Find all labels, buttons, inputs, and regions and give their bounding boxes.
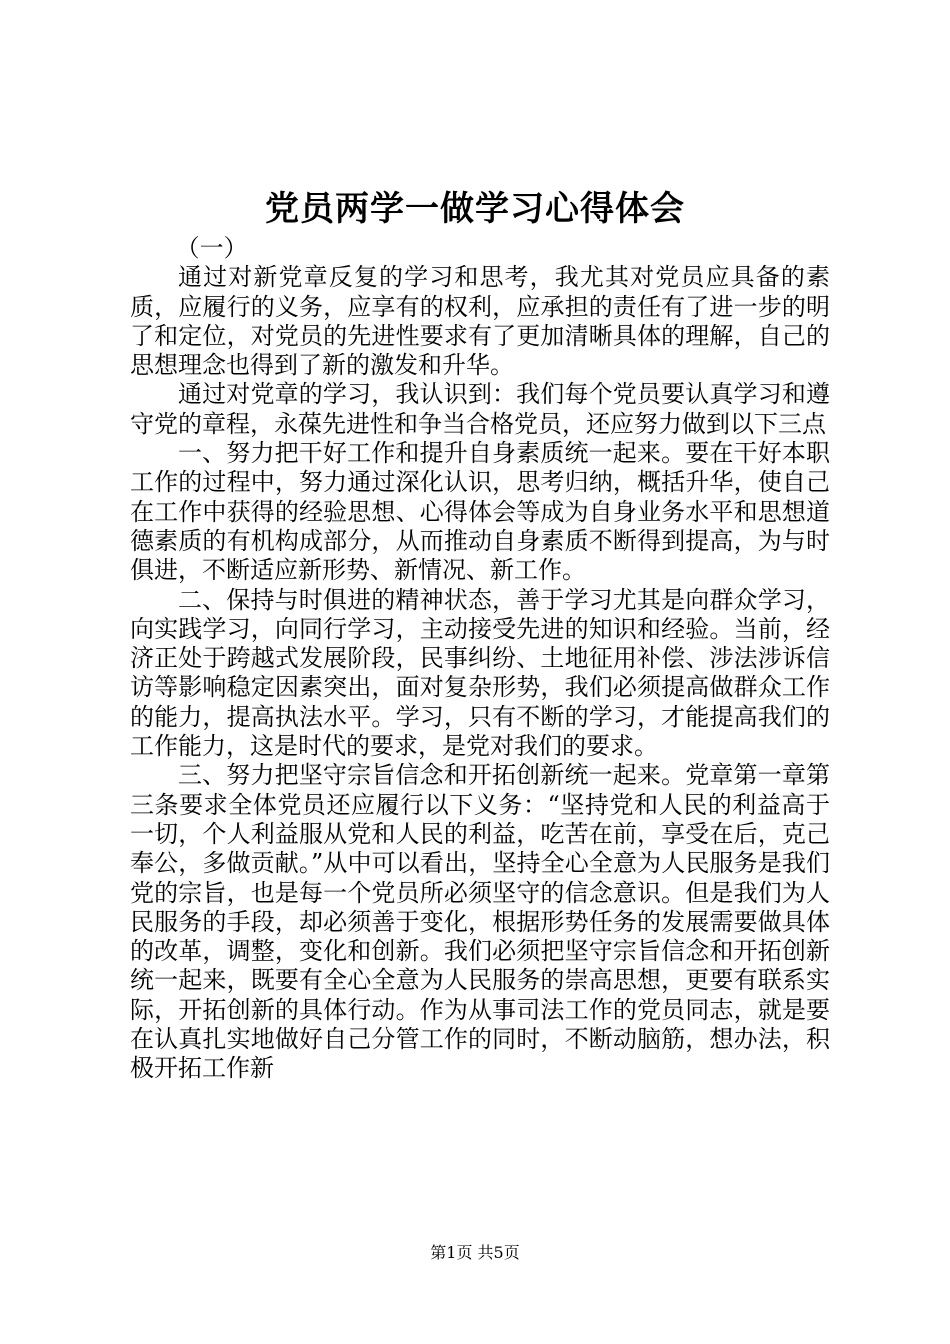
document-title: 党员两学一做学习心得体会 <box>265 189 685 229</box>
paragraph: 三、努力把坚守宗旨信念和开拓创新统一起来。党章第一章第三条要求全体党员还应履行以下义务：“坚持党和人民的利益高于一切，个人利益服从党和人民的利益，吃苦在前，享受在后，克己奉公，多做贡献。”从中可以看出，坚持全心全意为人民服务是我们党的宗旨，也是每一个党员所必须坚守的信念意识。但是我们为人民服务的手段，却必须善于变化，根据形势任务的发展需要做具体的改革，调整，变化和创新。我们必须把坚守宗旨信念和开拓创新统一起来，既要有全心全意为人民服务的崇高思想，更要有联系实际，开拓创新的具体行动。作为从事司法工作的党员同志，就是要在认真扎实地做好自己分管工作的同时，不断动脑筋，想办法，积极开拓工作新 <box>130 761 830 1083</box>
paragraph: 二、保持与时俱进的精神状态，善于学习尤其是向群众学习，向实践学习，向同行学习，主动接受先进的知识和经验。当前，经济正处于跨越式发展阶段，民事纠纷、土地征用补偿、涉法涉诉信访等影响稳定因素突出，面对复杂形势，我们必须提高做群众工作的能力，提高执法水平。学习，只有不断的学习，才能提高我们的工作能力，这是时代的要求，是党对我们的要求。 <box>130 585 830 761</box>
section-marker: （一） <box>175 234 248 262</box>
paragraph: 通过对党章的学习，我认识到：我们每个党员要认真学习和遵守党的章程，永葆先进性和争当合格党员，还应努力做到以下三点 <box>130 380 830 438</box>
paragraph: 一、努力把干好工作和提升自身素质统一起来。要在干好本职工作的过程中，努力通过深化认识，思考归纳，概括升华，使自己在工作中获得的经验思想、心得体会等成为自身业务水平和思想道德素质的有机构成部分，从而推动自身素质不断得到提高，为与时俱进，不断适应新形势、新情况、新工作。 <box>130 439 830 585</box>
page-footer: 第1页 共5页 <box>430 1243 520 1262</box>
paragraph: 通过对新党章反复的学习和思考，我尤其对党员应具备的素质，应履行的义务，应享有的权利，应承担的责任有了进一步的明了和定位，对党员的先进性要求有了更加清晰具体的理解，自己的思想理念也得到了新的激发和升华。 <box>130 263 830 380</box>
document-body <box>130 234 830 1084</box>
